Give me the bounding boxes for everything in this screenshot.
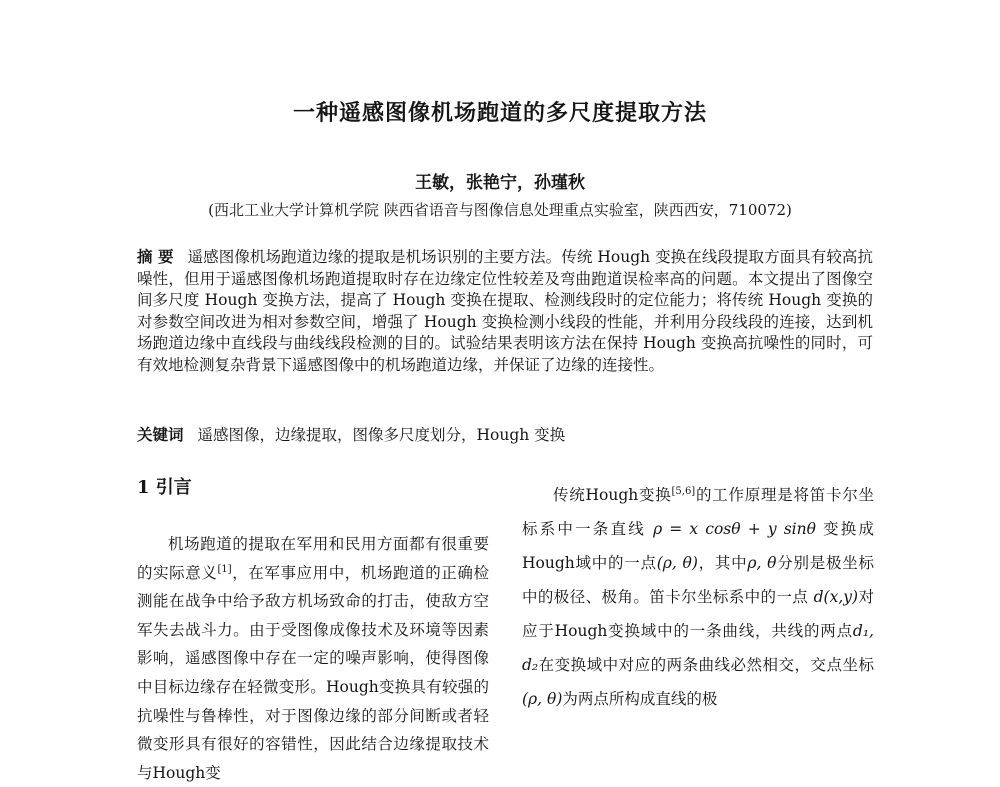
authors: 王敏，张艳宁，孙瑾秋 (415, 173, 585, 193)
equation: (ρ, θ) (522, 690, 563, 708)
section-heading: 1 引言 (137, 477, 192, 498)
abstract-text: 遥感图像机场跑道边缘的提取是机场识别的主要方法。传统 Hough 变换在线段提取方面具有较高抗噪性，但用于遥感图像机场跑道提取时存在边缘定位性较差及弯曲跑道误检率高的问题。本文提出了图像空间多尺度 Hough 变换方法，提高了 Hough 变换在提取、检测线段时的定位能力；将传统 Hough 变换的对参数空间改进为相对参数空间，增强了 Hough 变换检测小线段的性能，并利用分段线段的连接，达到机场跑道边缘中直线段与曲线线段检测的目的。试验结果表明该方法在保持 Hough 变换高抗噪性的同时，可有效地检测复杂背景下遥感图像中的机场跑道边缘，并保证了边缘的连接性。 (137, 248, 873, 374)
variable: ρ, θ (747, 554, 777, 572)
text-run: 对应于Hough变换域中的一条曲线，共线的两点 (522, 588, 874, 640)
variable: d₁, d₂ (522, 622, 874, 674)
paper-title: 一种遥感图像机场跑道的多尺度提取方法 (292, 100, 707, 126)
equation: ρ = x cosθ + y sinθ (653, 520, 816, 538)
affiliation: (西北工业大学计算机学院 陕西省语音与图像信息处理重点实验室，陕西西安，710072) (208, 201, 792, 219)
abstract (137, 246, 873, 377)
text-run: 变换成Hough域中的一点 (522, 520, 874, 572)
keywords (137, 424, 873, 446)
citation: [5,6] (671, 485, 696, 497)
left-column (137, 530, 489, 787)
keywords-text: 遥感图像，边缘提取，图像多尺度划分，Hough 变换 (197, 426, 566, 444)
text-run: 机场跑道的提取在军用和民用方面都有很重要的实际意义 (137, 535, 489, 582)
abstract-label: 摘 要 (137, 247, 174, 266)
paragraph (522, 478, 874, 716)
equation: (ρ, θ) (656, 554, 698, 572)
keywords-label: 关键词 (137, 425, 184, 444)
equation: d(x,y) (813, 588, 859, 606)
text-run: 分别是极坐标中的极径、极角。笛卡尔坐标系中的一点 (522, 554, 874, 606)
text-run: 的工作原理是将笛卡尔坐标系中一条直线 (522, 486, 874, 538)
text-run: ，其中 (697, 554, 748, 572)
citation: [1] (217, 563, 232, 575)
paragraph (137, 530, 489, 787)
text-run: 在变换域中对应的两条曲线必然相交，交点坐标 (538, 656, 874, 674)
text-run: 传统Hough变换 (553, 486, 672, 504)
right-column (522, 478, 874, 716)
text-run: 为两点所构成直线的极 (562, 690, 718, 708)
text-run: ，在军事应用中，机场跑道的正确检测能在战争中给予敌方机场致命的打击，使敌方空军失去战斗力。由于受图像成像技术及环境等因素影响，遥感图像中存在一定的噪声影响，使得图像中目标边缘存在轻微变形。Hough变换具有较强的抗噪性与鲁棒性，对于图像边缘的部分间断或者轻微变形具有很好的容错性，因此结合边缘提取技术与Hough变 (137, 563, 489, 782)
